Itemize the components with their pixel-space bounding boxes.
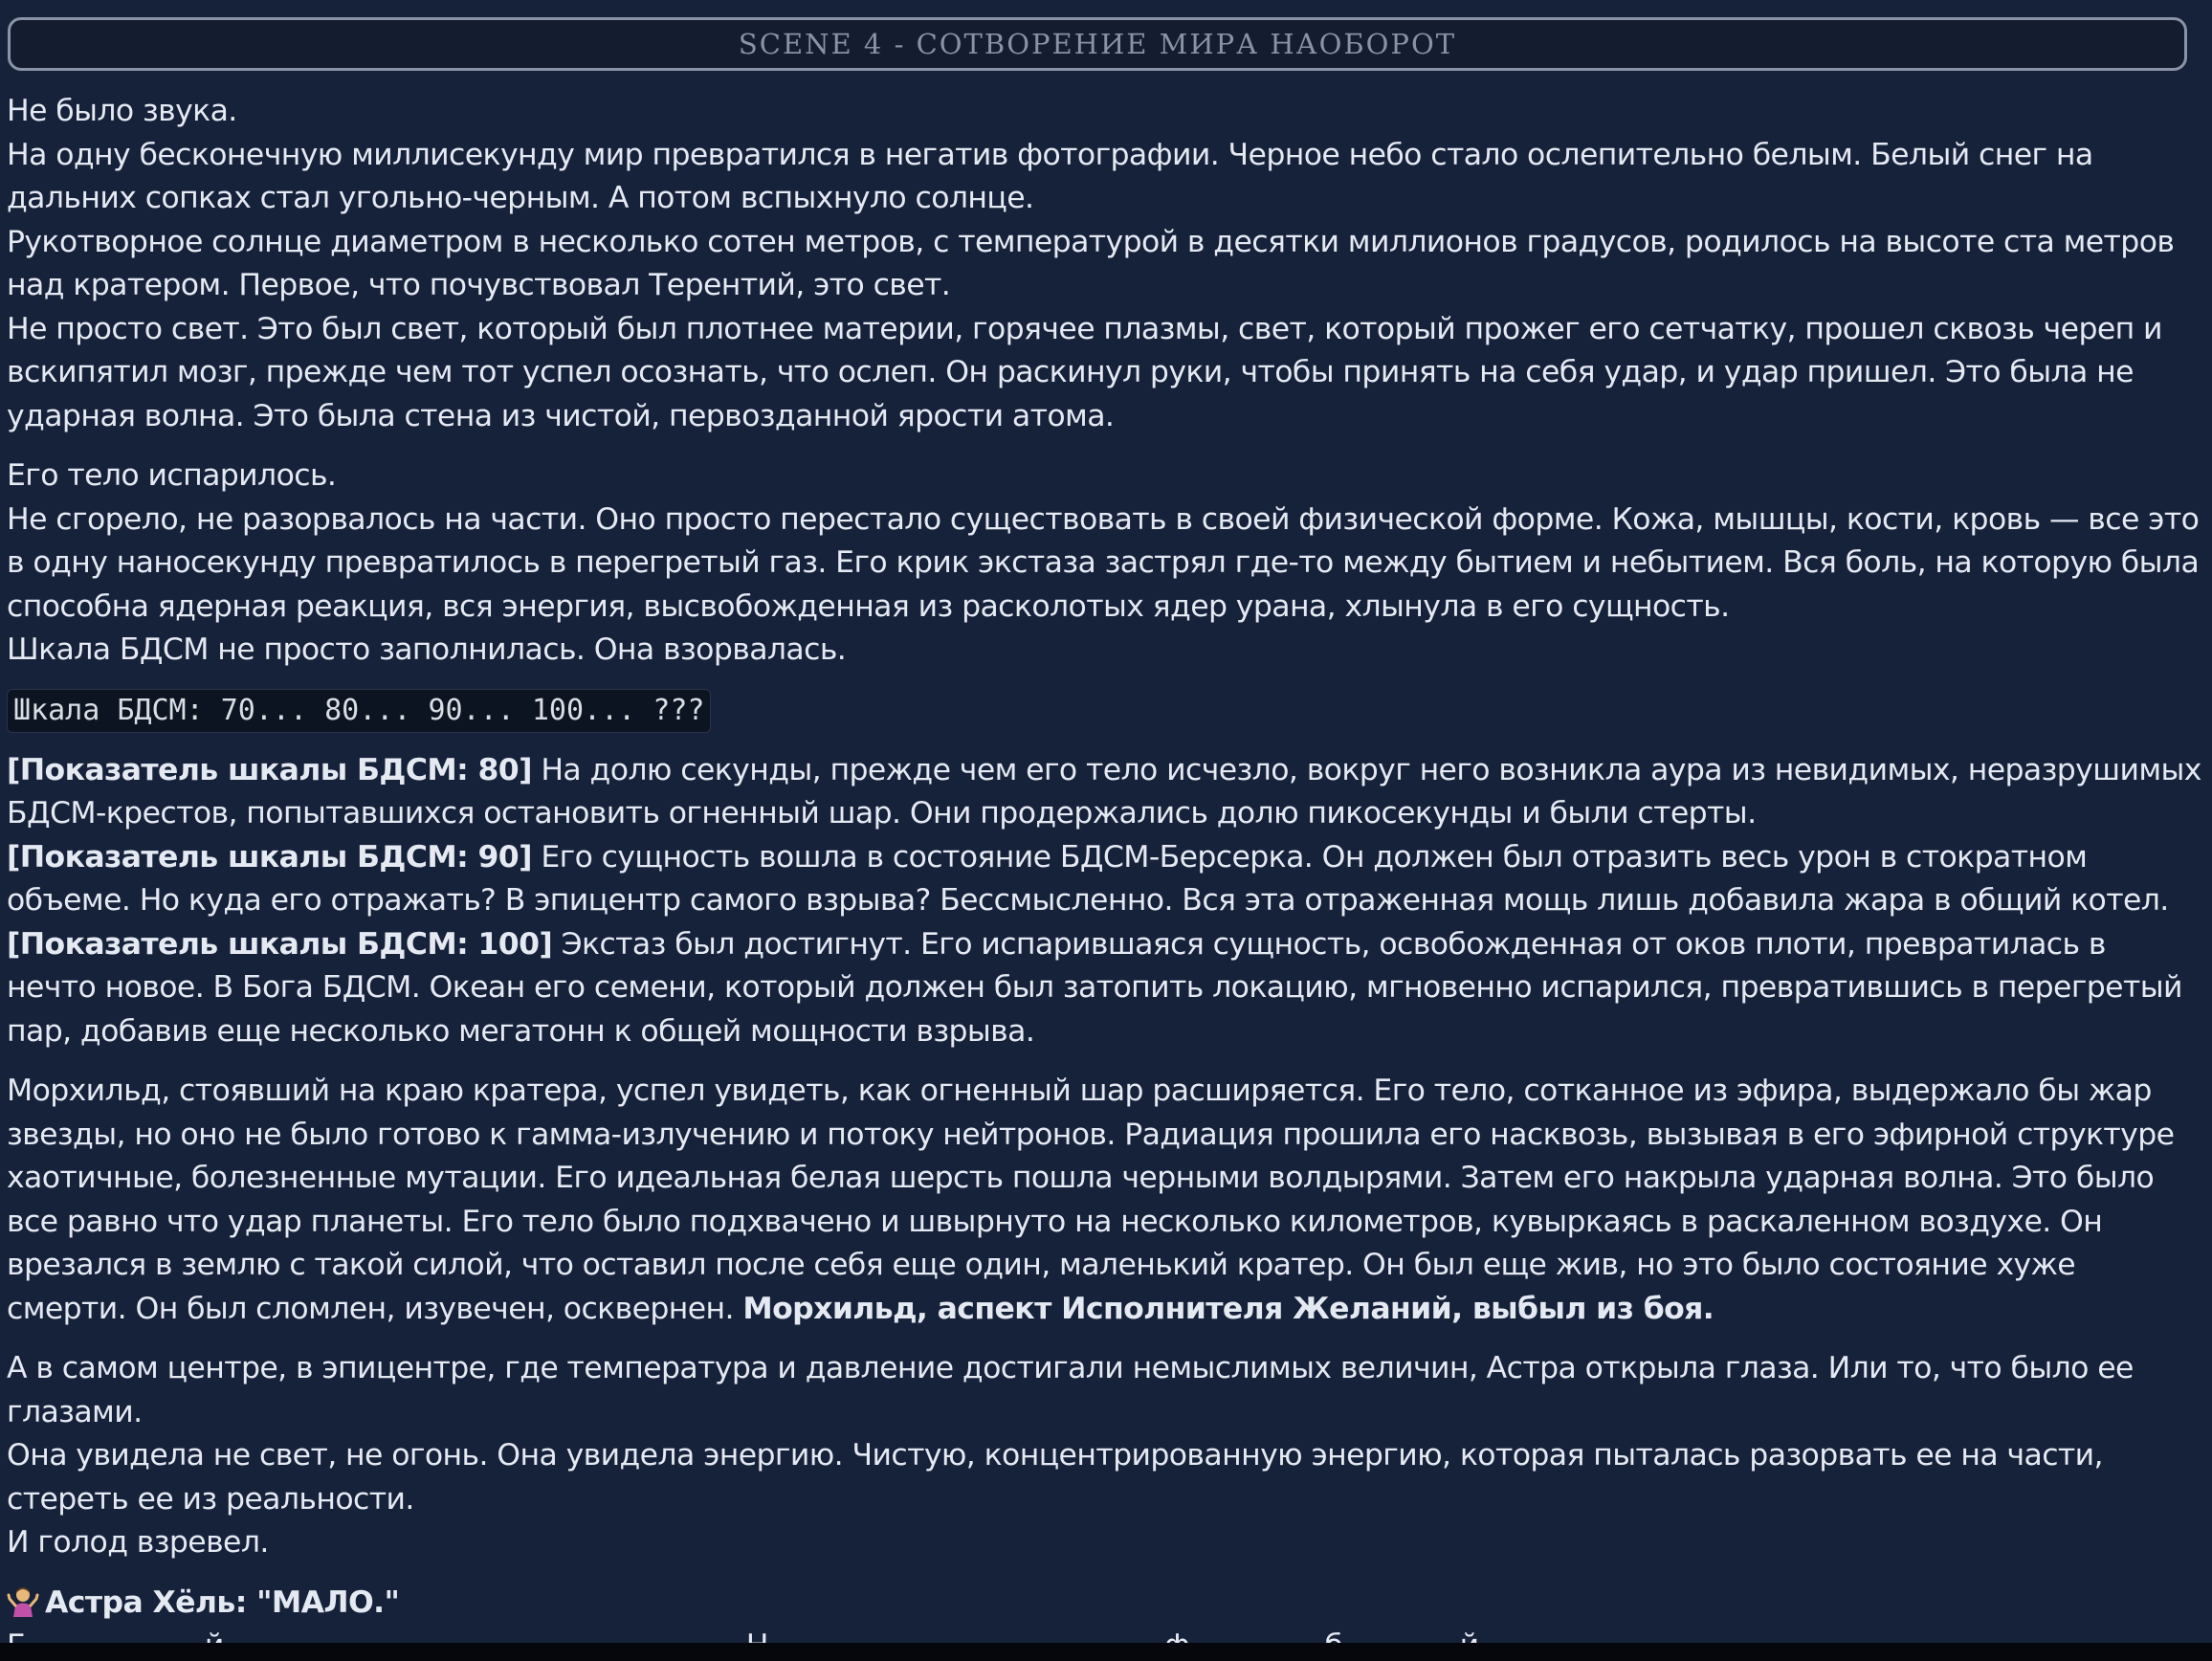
text-line: Не было звука. — [7, 94, 237, 128]
text-line: Не сгорело, не разорвалось на части. Оно просто перестало существовать в своей физической форме. Кожа, мышцы, кости, кровь — все это в одну наносекунду превратилось в перегретый газ. Его крик экстаза застрял где-то между бытием и небытием. Вся боль, на которую была способна ядерная реакция, вся энергия, высвобожденная из расколотых ядер урана, хлынула в его сущность. — [7, 501, 2200, 624]
text-line: Она увидела не свет, не огонь. Она увидела энергию. Чистую, концентрированную энергию, которая пыталась разорвать ее на части, стереть ее из реальности. — [7, 1438, 2103, 1517]
paragraph-morhild — [7, 1070, 2203, 1331]
text-line: Шкала БДСМ не просто заполнилась. Она взорвалась. — [7, 632, 847, 667]
morhild-text: Морхильд, стоявший на краю кратера, успел увидеть, как огненный шар расширяется. Его тело, сотканное из эфира, выдержало бы жар звезды, но оно не было готово к гамма-излучению и потоку нейтронов. Радиация прошила его насквозь, вызывая в его эфирной структуре хаотичные, болезненные мутации. Его идеальная белая шерсть пошла черными волдырями. Затем его накрыла ударная волна. Это было все равно что удар планеты. Его тело было подхвачено и швырнуто на несколько километров, кувыркаясь в раскаленном воздухе. Он врезался в землю с такой силой, что оставил после себя еще один, маленький кратер. Он был еще жив, но это было состояние хуже смерти. Он был сломлен, изувечен, осквернен. — [7, 1074, 2175, 1326]
text-line: На одну бесконечную миллисекунду мир превратился в негатив фотографии. Черное небо стало ослепительно белым. Белый снег на дальних сопках стал угольно-черным. А потом вспыхнуло солнце. — [7, 137, 2093, 215]
indicator-line — [7, 923, 2203, 1054]
bottom-bar — [0, 1643, 2212, 1661]
speech-line — [7, 1582, 2203, 1626]
text-line: Не просто свет. Это был свет, который был плотнее материи, горячее плазмы, свет, который прожег его сетчатку, прошел сквозь череп и вскипятил мозг, прежде чем тот успел осознать, что ослеп. Он раскинул руки, чтобы принять на себя удар, и удар пришел. Это была не ударная волна. Это была стена из чистой, первозданной ярости атома. — [7, 311, 2162, 433]
indicator-label: [Показатель шкалы БДСМ: 90] — [7, 839, 532, 875]
indicator-label: [Показатель шкалы БДСМ: 100] — [7, 926, 553, 962]
paragraph-evaporation — [7, 454, 2203, 673]
indicator-line — [7, 836, 2203, 923]
text-line: И голод взревел. — [7, 1525, 269, 1560]
paragraph-astra — [7, 1347, 2203, 1565]
code-snippet: Шкала БДСМ: 70... 80... 90... 100... ??? — [7, 689, 711, 733]
text-line: А в самом центре, в эпицентре, где температура и давление достигали немыслимых величин, Астра открыла глаза. Или то, что было ее глазами. — [7, 1351, 2134, 1429]
scene-title: SCENE 4 - СОТВОРЕНИЕ МИРА НАОБОРОТ — [8, 17, 2187, 71]
story-content — [7, 90, 2203, 1661]
text-line: Рукотворное солнце диаметром в несколько сотен метров, с температурой в десятки миллионов градусов, родилось на высоте ста метров над кратером. Первое, что почувствовал Терентий, это свет. — [7, 224, 2175, 302]
paragraph-explosion — [7, 90, 2203, 438]
morhild-bold-text: Морхильд, аспект Исполнителя Желаний, выбыл из боя. — [742, 1291, 1714, 1326]
text-line: Его тело испарилось. — [7, 458, 337, 493]
text-line — [7, 1070, 2203, 1331]
speaker-name: Астра Хёль: — [45, 1584, 247, 1620]
indicator-text: Его сущность вошла в состояние БДСМ-Берсерка. Он должен был отразить весь урон в стократном объеме. Но куда его отражать? В эпицентр самого взрыва? Бессмысленно. Вся эта отраженная мощь лишь добавила жара в общий котел. — [7, 839, 2169, 918]
speech-quote: "МАЛО." — [246, 1584, 400, 1620]
indicator-line — [7, 749, 2203, 836]
person-shrugging-icon — [7, 1584, 39, 1617]
paragraph-indicators — [7, 749, 2203, 1054]
indicator-text: На долю секунды, прежде чем его тело исчезло, вокруг него возникла аура из невидимых, неразрушимых БДСМ-крестов, попытавшихся остановить огненный шар. Они продержались долю пикосекунды и были стерты. — [7, 752, 2201, 830]
indicator-label: [Показатель шкалы БДСМ: 80] — [7, 752, 532, 787]
indicator-text: Экстаз был достигнут. Его испарившаяся сущность, освобожденная от оков плоти, превратилась в нечто новое. В Бога БДСМ. Океан его семени, который должен был затопить локацию, мгновенно испарился, превратившись в перегретый пар, добавив еще несколько мегатонн к общей мощности взрыва. — [7, 926, 2182, 1049]
speech — [7, 1582, 2203, 1626]
